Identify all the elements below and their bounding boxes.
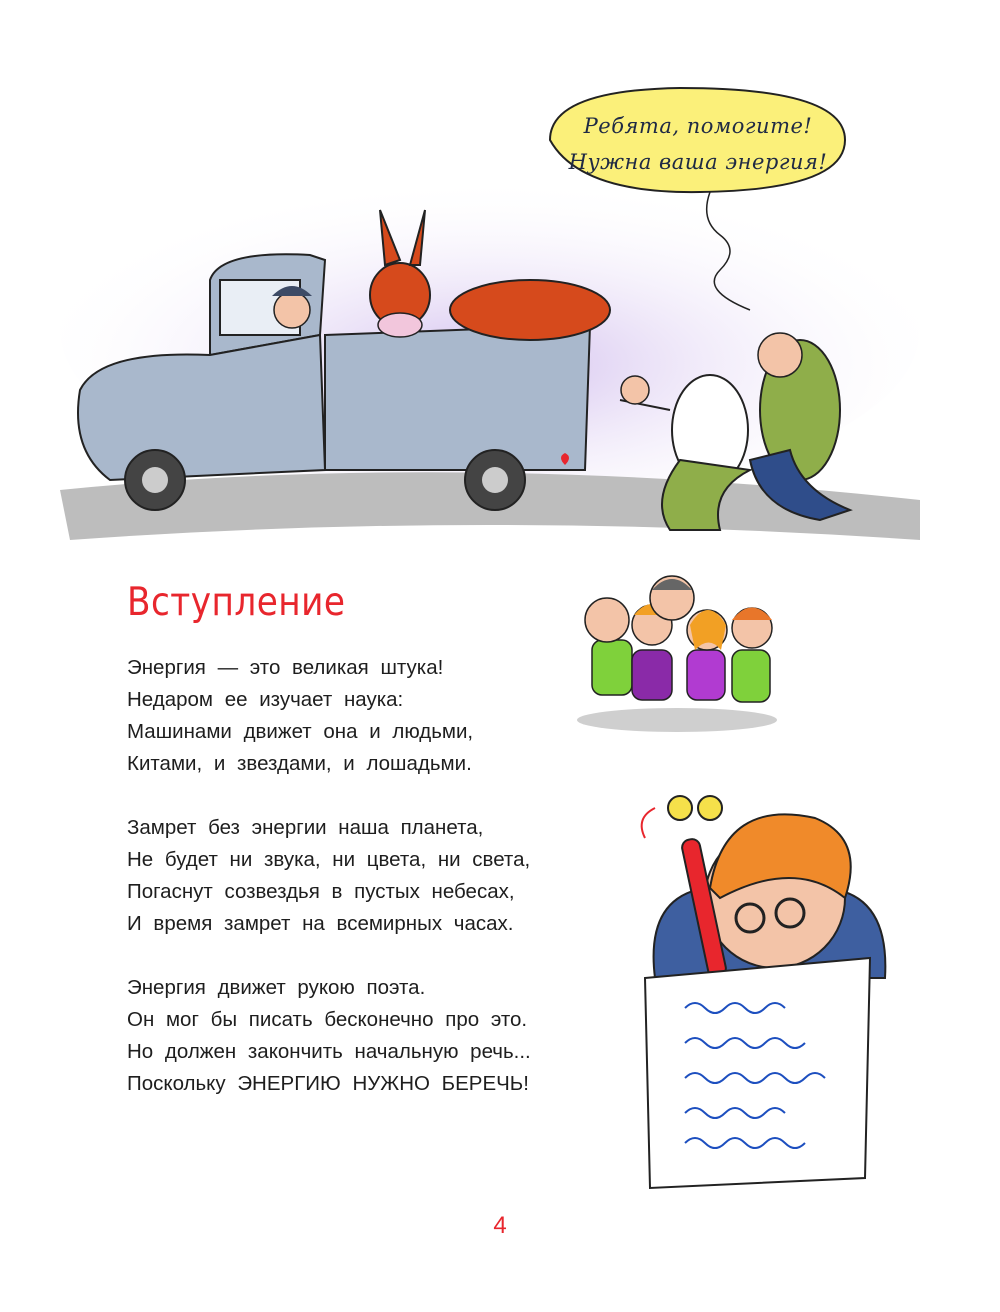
donkey: [450, 280, 610, 340]
poem-line: Замрет без энергии наша планета,: [127, 816, 484, 839]
poem: [127, 652, 587, 1132]
poem-stanza: [127, 652, 587, 780]
kids-group-illustration: [572, 570, 782, 735]
poem-line: Не будет ни звука, ни цвета, ни света,: [127, 848, 531, 871]
poem-line: Но должен закончить начальную речь...: [127, 1040, 531, 1063]
poem-line: Он мог бы писать бесконечно про это.: [127, 1008, 528, 1031]
poem-line: Китами, и звездами, и лошадьми.: [127, 752, 472, 775]
poem-line: Машинами движет она и людьми,: [127, 720, 474, 743]
speech-bubble-line: Ребята, помогите!: [583, 114, 813, 138]
page-number: 4: [493, 1212, 507, 1239]
poem-line: Погаснут созвездья в пустых небесах,: [127, 880, 515, 903]
boy-writing-illustration: [625, 778, 895, 1198]
poem-stanza: [127, 972, 587, 1100]
poem-line: Поскольку ЭНЕРГИЮ НУЖНО БЕРЕЧЬ!: [127, 1072, 529, 1095]
speech-bubble-text: [548, 108, 848, 180]
poem-line: Энергия движет рукою поэта.: [127, 976, 426, 999]
poem-line: Энергия — это великая штука!: [127, 656, 444, 679]
speech-bubble-line: Нужна ваша энергия!: [568, 150, 828, 174]
poem-line: Недаром ее изучает наука:: [127, 688, 404, 711]
driver: [274, 292, 310, 328]
truck-bed: [325, 325, 590, 470]
section-title: Вступление: [127, 580, 346, 625]
poem-stanza: [127, 812, 587, 940]
poem-line: И время замрет на всемирных часах.: [127, 912, 514, 935]
